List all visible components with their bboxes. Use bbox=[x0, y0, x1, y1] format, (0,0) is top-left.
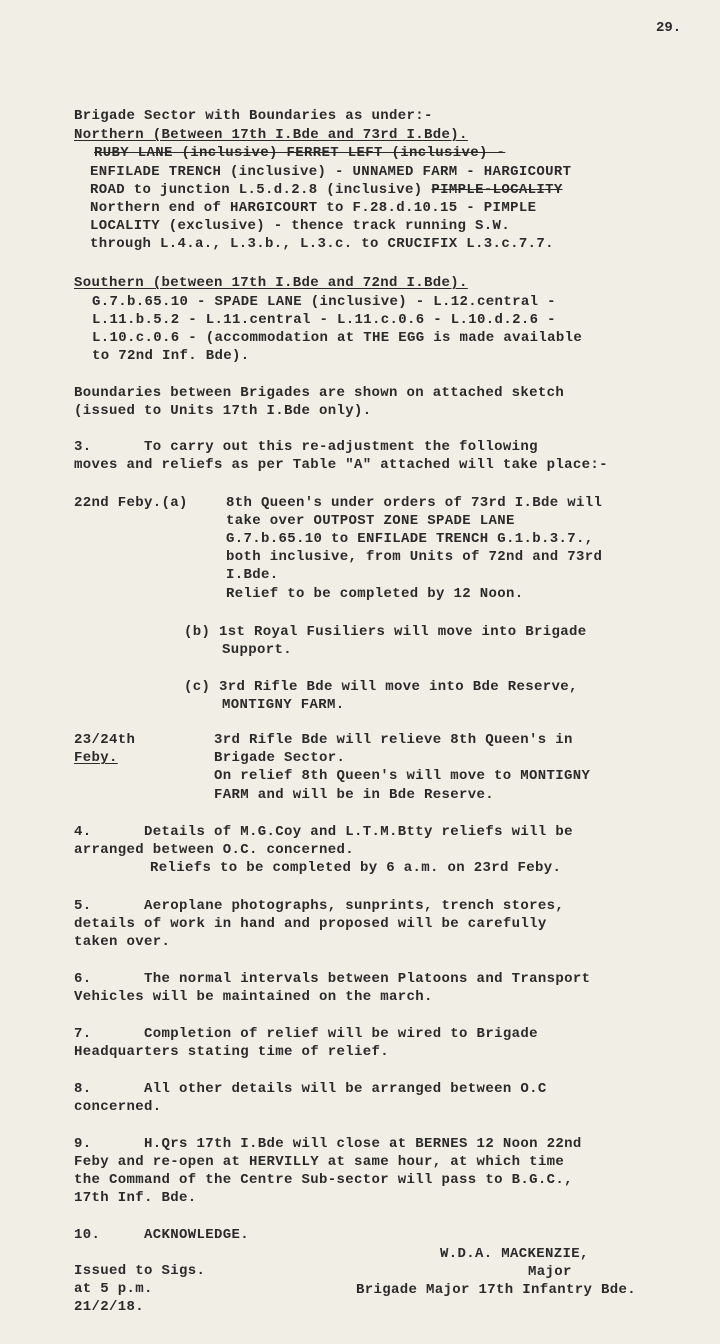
feb22-a-line-4: both inclusive, from Units of 72nd and 73rd bbox=[226, 549, 603, 565]
feb22-a-line-2: take over OUTPOST ZONE SPADE LANE bbox=[226, 513, 515, 529]
para3-line-1: 3. To carry out this re-adjustment the following bbox=[74, 439, 538, 455]
signature-rank: Major bbox=[528, 1264, 572, 1280]
para9-line-1: 9. H.Qrs 17th I.Bde will close at BERNES 12 Noon 22nd bbox=[74, 1136, 582, 1152]
feb2324-line-4: FARM and will be in Bde Reserve. bbox=[214, 787, 495, 803]
para7-line-1: 7. Completion of relief will be wired to Brigade bbox=[74, 1026, 538, 1042]
feb22-a-line-5: I.Bde. bbox=[226, 567, 279, 583]
northern-line-4: Northern end of HARGICOURT to F.28.d.10.15 - PIMPLE bbox=[90, 200, 537, 216]
para9-line-2: Feby and re-open at HERVILLY at same hour, at which time bbox=[74, 1154, 565, 1170]
feb22-b-line-2: Support. bbox=[222, 642, 293, 658]
feb22-c-line-2: MONTIGNY FARM. bbox=[222, 697, 345, 713]
signature-name: W.D.A. MACKENZIE, bbox=[440, 1246, 589, 1262]
southern-line-1: G.7.b.65.10 - SPADE LANE (inclusive) - L.12.central - bbox=[92, 294, 556, 310]
issued-line-3: 21/2/18. bbox=[74, 1299, 145, 1315]
para8-line-1: 8. All other details will be arranged between O.C bbox=[74, 1081, 547, 1097]
southern-line-4: to 72nd Inf. Bde). bbox=[92, 348, 250, 364]
para4-line-2: arranged between O.C. concerned. bbox=[74, 842, 355, 858]
page-number: 29. bbox=[656, 20, 682, 36]
boundaries-line-2: (issued to Units 17th I.Bde only). bbox=[74, 403, 372, 419]
intro-line: Brigade Sector with Boundaries as under:- bbox=[74, 108, 433, 124]
northern-line-3-text: ROAD to junction L.5.d.2.8 (inclusive) bbox=[90, 182, 432, 198]
southern-heading: Southern (between 17th I.Bde and 72nd I.Bde). bbox=[74, 275, 468, 291]
feb22-c-line-1: (c) 3rd Rifle Bde will move into Bde Reserve, bbox=[184, 679, 578, 695]
southern-line-2: L.11.b.5.2 - L.11.central - L.11.c.0.6 - L.10.d.2.6 - bbox=[92, 312, 556, 328]
northern-line-3-struck: PIMPLE-LOCALITY bbox=[431, 182, 563, 198]
southern-line-3: L.10.c.0.6 - (accommodation at THE EGG is made available bbox=[92, 330, 583, 346]
para10-line: 10. ACKNOWLEDGE. bbox=[74, 1227, 250, 1243]
para3-line-2: moves and reliefs as per Table "A" attached will take place:- bbox=[74, 457, 608, 473]
feb2324-label-1: 23/24th bbox=[74, 732, 136, 748]
feb2324-label-2: Feby. bbox=[74, 750, 118, 766]
northern-line-6: through L.4.a., L.3.b., L.3.c. to CRUCIFIX L.3.c.7.7. bbox=[90, 236, 554, 252]
feb22-b-line-1: (b) 1st Royal Fusiliers will move into Brigade bbox=[184, 624, 587, 640]
feb2324-line-2: Brigade Sector. bbox=[214, 750, 346, 766]
feb22-a-line-1: 8th Queen's under orders of 73rd I.Bde will bbox=[226, 495, 603, 511]
feb22-a-line-3: G.7.b.65.10 to ENFILADE TRENCH G.1.b.3.7., bbox=[226, 531, 594, 547]
signature-title: Brigade Major 17th Infantry Bde. bbox=[356, 1282, 637, 1298]
northern-line-2: ENFILADE TRENCH (inclusive) - UNNAMED FARM - HARGICOURT bbox=[90, 164, 572, 180]
feb2324-line-3: On relief 8th Queen's will move to MONTIGNY bbox=[214, 768, 591, 784]
issued-line-1: Issued to Sigs. bbox=[74, 1263, 206, 1279]
para6-line-1: 6. The normal intervals between Platoons and Transport bbox=[74, 971, 591, 987]
para5-line-3: taken over. bbox=[74, 934, 171, 950]
para7-line-2: Headquarters stating time of relief. bbox=[74, 1044, 390, 1060]
para9-line-3: the Command of the Centre Sub-sector will pass to B.G.C., bbox=[74, 1172, 573, 1188]
northern-heading: Northern (Between 17th I.Bde and 73rd I.Bde). bbox=[74, 127, 468, 143]
para4-line-1: 4. Details of M.G.Coy and L.T.M.Btty reliefs will be bbox=[74, 824, 573, 840]
para5-line-1: 5. Aeroplane photographs, sunprints, trench stores, bbox=[74, 898, 565, 914]
boundaries-line-1: Boundaries between Brigades are shown on attached sketch bbox=[74, 385, 565, 401]
northern-line-3 bbox=[90, 181, 563, 199]
para8-line-2: concerned. bbox=[74, 1099, 162, 1115]
issued-line-2: at 5 p.m. bbox=[74, 1281, 153, 1297]
para9-line-4: 17th Inf. Bde. bbox=[74, 1190, 197, 1206]
northern-line-1: RUBY LANE (inclusive) FERRET LEFT (inclusive) - bbox=[94, 145, 506, 161]
para4-line-3: Reliefs to be completed by 6 a.m. on 23rd Feby. bbox=[150, 860, 562, 876]
feb2324-line-1: 3rd Rifle Bde will relieve 8th Queen's in bbox=[214, 732, 573, 748]
feb22-label: 22nd Feby.(a) bbox=[74, 495, 188, 511]
para6-line-2: Vehicles will be maintained on the march. bbox=[74, 989, 433, 1005]
feb22-a-line-6: Relief to be completed by 12 Noon. bbox=[226, 586, 524, 602]
northern-line-5: LOCALITY (exclusive) - thence track running S.W. bbox=[90, 218, 511, 234]
para5-line-2: details of work in hand and proposed will be carefully bbox=[74, 916, 547, 932]
